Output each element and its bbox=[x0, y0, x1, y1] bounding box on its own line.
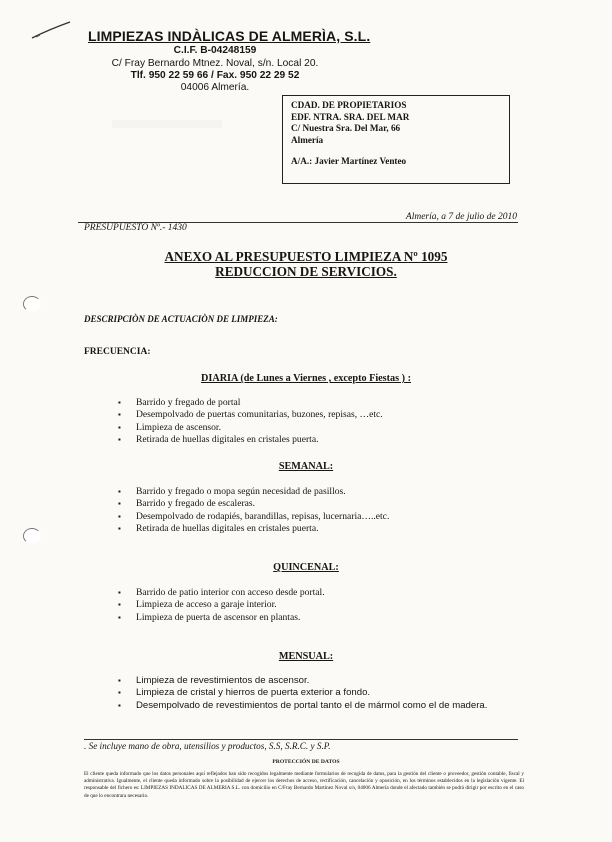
section-monthly-title: MENSUAL: bbox=[278, 651, 334, 662]
list-item: ▪ Barrido y fregado de portal bbox=[118, 397, 383, 409]
weekly-list bbox=[118, 486, 389, 536]
list-item: ▪ Limpieza de revestimientos de ascensor. bbox=[118, 675, 487, 687]
budget-number: PRESUPUESTO Nº.- 1430 bbox=[84, 223, 187, 233]
section-weekly-title: SEMANAL: bbox=[278, 461, 334, 472]
inclusion-note: . Se incluye mano de obra, utensilios y productos, S.S, S.R.C. y S.P. bbox=[84, 741, 331, 751]
divider-bottom bbox=[84, 739, 518, 740]
list-item: ▪ Retirada de huellas digitales en cristales puerta. bbox=[118, 434, 383, 446]
list-item: ▪ Desempolvado de revestimientos de portal tanto el de mármol como el de madera. bbox=[118, 700, 487, 712]
document-title bbox=[0, 249, 612, 264]
list-item: ▪ Limpieza de cristal y hierros de puerta exterior a fondo. bbox=[118, 687, 487, 699]
list-item: ▪ Desempolvado de puertas comunitarias, buzones, repisas, …etc. bbox=[118, 409, 383, 421]
recipient-line-1: CDAD. DE PROPIETARIOS bbox=[291, 100, 407, 110]
document-subtitle bbox=[0, 264, 612, 279]
list-item: ▪ Limpieza de puerta de ascensor en plantas. bbox=[118, 612, 325, 624]
list-item: ▪ Limpieza de ascensor. bbox=[118, 422, 383, 434]
recipient-spacer bbox=[291, 146, 501, 156]
list-item: ▪ Limpieza de acceso a garaje interior. bbox=[118, 599, 325, 611]
pen-stroke-mark bbox=[30, 20, 72, 42]
list-item: ▪ Desempolvado de rodapiés, barandillas, repisas, lucernaria…..etc. bbox=[118, 511, 389, 523]
list-item: ▪ Barrido y fregado de escaleras. bbox=[118, 498, 389, 510]
title-line-2: REDUCCION DE SERVICIOS. bbox=[215, 264, 397, 279]
recipient-line-3: C/ Nuestra Sra. Del Mar, 66 bbox=[291, 123, 401, 133]
company-address: C/ Fray Bernardo Mtnez. Noval, s/n. Local 20. bbox=[111, 58, 319, 69]
monthly-list bbox=[118, 675, 487, 712]
list-item: ▪ Barrido y fregado o mopa según necesidad de pasillos. bbox=[118, 486, 389, 498]
description-heading: DESCRIPCIÒN DE ACTUACIÒN DE LIMPIEZA: bbox=[84, 314, 278, 324]
biweekly-list bbox=[118, 587, 325, 624]
section-biweekly-title: QUINCENAL: bbox=[273, 562, 339, 573]
list-item: ▪ Barrido de patio interior con acceso desde portal. bbox=[118, 587, 325, 599]
list-item: ▪ Retirada de huellas digitales en cristales puerta. bbox=[118, 523, 389, 535]
recipient-line-2: EDF. NTRA. SRA. DEL MAR bbox=[291, 111, 410, 122]
company-name: LIMPIEZAS INDÀLICAS DE ALMERÌA, S.L. bbox=[88, 28, 371, 44]
recipient-box bbox=[282, 95, 510, 184]
data-protection-title: PROTECCIÓN DE DATOS bbox=[272, 759, 340, 765]
punch-hole bbox=[23, 296, 41, 312]
scan-shadow bbox=[112, 120, 222, 128]
daily-list bbox=[118, 397, 383, 447]
company-cif: C.I.F. B-04248159 bbox=[173, 45, 257, 56]
company-phone: Tlf. 950 22 59 66 / Fax. 950 22 29 52 bbox=[130, 70, 300, 81]
recipient-attention: A/A.: Javier Martínez Venteo bbox=[291, 156, 407, 166]
data-protection-text: El cliente queda informado que los datos personales aquí reflejados han sido recogidos legalmente mediante formularios de recogida de datos, para la gestión del cliente o proveedor, gestión contable, fiscal y administrativa. Igualmente, el cliente queda informado sobre la posibilidad de ejercer los derechos de acceso, rectificación, cancelación y oposición, en los términos establecidos en la legislación vigente. El responsable del fichero es: LIMPIEZAS INDALICAS DE ALMERIA S.L. con domicilio en C/Fray Bernardo Martínez Noval s/n, 04006 Almería donde el afectado también se podrá dirigir por escrito en el caso de que lo encontrara necesario. bbox=[84, 771, 524, 799]
company-city: 04006 Almería. bbox=[180, 82, 250, 93]
punch-hole bbox=[23, 528, 41, 544]
section-daily-title: DIARIA (de Lunes a Viernes , excepto Fiestas ) : bbox=[201, 373, 411, 384]
frequency-label: FRECUENCIA: bbox=[84, 347, 151, 357]
recipient-line-4: Almería bbox=[291, 134, 324, 145]
document-date: Almería, a 7 de julio de 2010 bbox=[405, 212, 517, 222]
title-line-1: ANEXO AL PRESUPUESTO LIMPIEZA Nº 1095 bbox=[164, 249, 448, 264]
